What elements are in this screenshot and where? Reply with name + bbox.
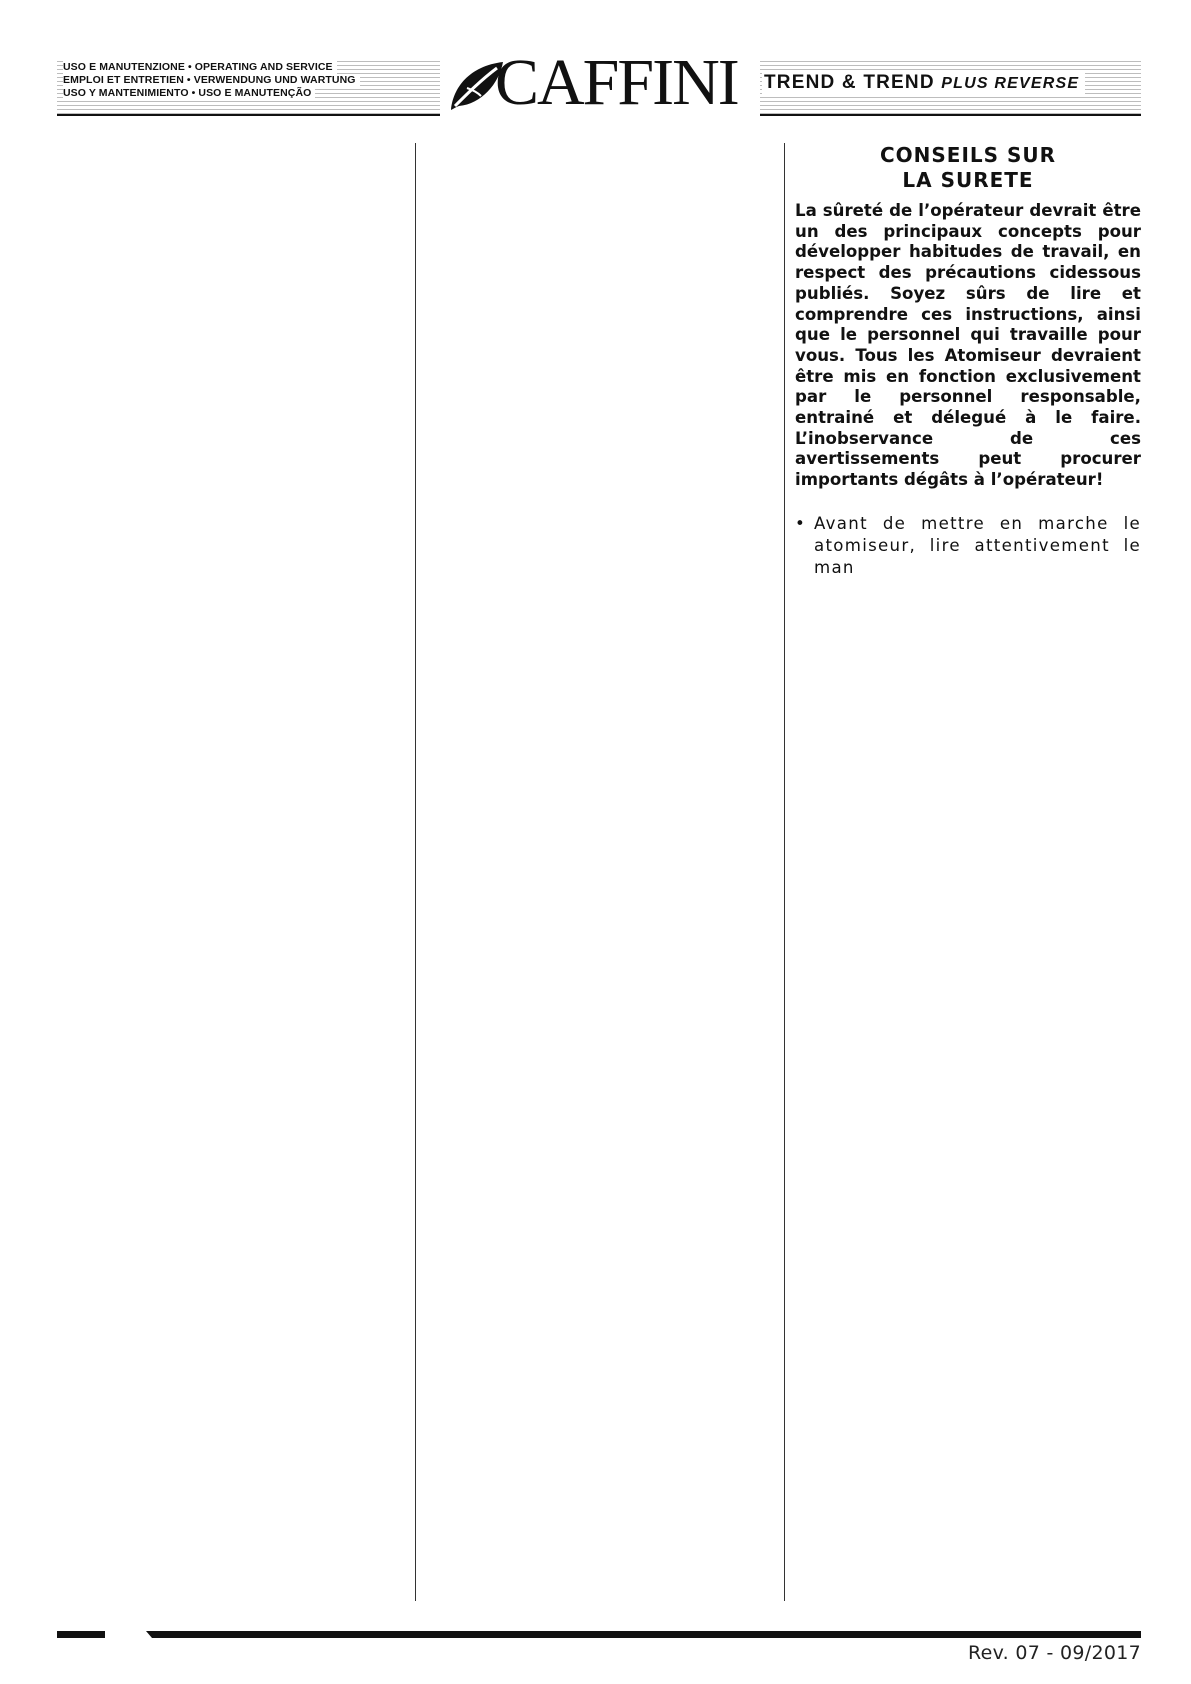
bullet-text: Avant de mettre en marche le atomiseur, lire attentivement le man (814, 513, 1141, 577)
safety-intro-paragraph: La sûreté de l’opérateur devrait être un des principaux concepts pour développer habitudes de travail, en respect des précautions cidessous publiés. Soyez sûrs de lire et comprendre ces instructions, ainsi que le personnel qui travaille pour vous. Tous les Atomiseur devraient être mis en fonction exclusivement par le personnel responsable, entrainé et délegué à le faire. L’inobservance de ces avertissements peut procurer importants dégâts à l’opérateur! (795, 201, 1141, 490)
model-title-main: TREND & TREND (764, 72, 942, 93)
model-title-block (760, 58, 1141, 116)
column-divider-2 (784, 143, 785, 1601)
section-title-line-2: LA SURETE (902, 168, 1034, 192)
safety-section (795, 143, 1141, 579)
bullet-icon: • (795, 513, 805, 533)
safety-bullet-list (795, 513, 1141, 579)
section-title-line-1: CONSEILS SUR (879, 143, 1057, 167)
header-title-block (57, 58, 440, 116)
caffini-logo (445, 46, 755, 119)
header-title-line-2: EMPLOI ET ENTRETIEN • VERWENDUNG UND WARTUNG (63, 74, 360, 87)
header-title-line-3: USO Y MANTENIMIENTO • USO E MANUTENÇÃO (63, 87, 315, 100)
model-title (762, 72, 1085, 94)
header-title-lines (63, 61, 360, 100)
footer-rule-left (57, 1631, 105, 1638)
list-item (795, 513, 1141, 579)
header-title-line-1: USO E MANUTENZIONE • OPERATING AND SERVICE (63, 61, 337, 74)
revision-label: Rev. 07 - 09/2017 (967, 1642, 1141, 1664)
model-title-variant: PLUS REVERSE (941, 75, 1080, 92)
footer-rule-right (146, 1631, 1141, 1638)
section-title (795, 143, 1141, 193)
column-divider-1 (415, 143, 416, 1601)
brand-wordmark: CAFFINI (495, 46, 738, 119)
